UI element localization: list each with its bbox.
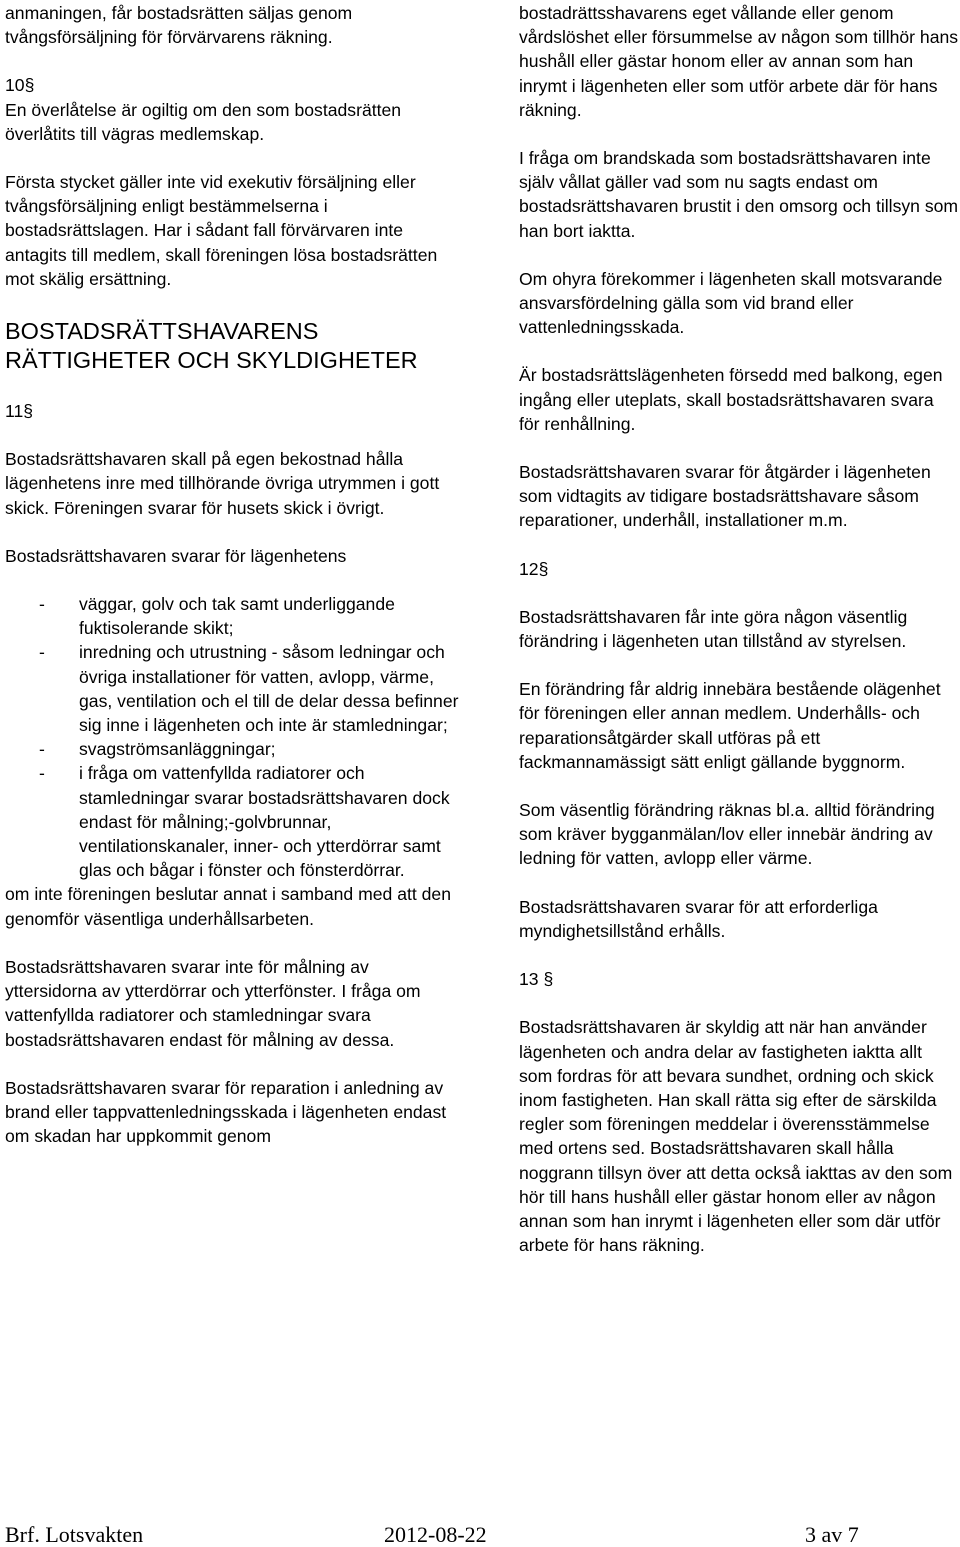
list-dash: - xyxy=(39,594,45,615)
right-column xyxy=(519,1,959,1257)
section-10-number xyxy=(5,73,460,97)
list-dash: - xyxy=(39,739,45,760)
list-item-text: i fråga om vattenfyllda radiatorer och stamledningar svarar bostadsrättshavaren dock endast för målning;-golvbrunnar, ventilationskanaler, inner- och ytterdörrar samt glas och bågar i fönster och fönsterdörrar. xyxy=(79,763,450,881)
list-item xyxy=(5,761,460,882)
section-11-paragraph-4: Bostadsrättshavaren svarar inte för målning av yttersidorna av ytterdörrar och ytterfönster. I fråga om vattenfyllda radiatorer och stamledningar svara bostadsrättshavaren endast för målning av dessa. xyxy=(5,956,421,1050)
section-11-paragraph-3: om inte föreningen beslutar annat i samband med att den genomför väsentliga underhållsarbeten. xyxy=(5,884,451,929)
footer-page-number: 3 av 7 xyxy=(805,1522,859,1547)
list-item-text: väggar, golv och tak samt underliggande fuktisolerande skikt; xyxy=(79,594,395,639)
section-12-paragraph-3: Som väsentlig förändring räknas bl.a. alltid förändring som kräver bygganmälan/lov eller innebär ändring av ledning för vatten, avlopp eller värme. xyxy=(519,800,935,869)
section-number: 10 xyxy=(5,75,25,96)
list-item xyxy=(5,737,460,761)
section-sign: § xyxy=(538,558,549,579)
section-sign: § xyxy=(24,75,35,96)
page-footer xyxy=(0,1522,960,1547)
section-11-number xyxy=(5,399,460,423)
section-sign: § xyxy=(23,401,34,422)
section-13-paragraph-1: Bostadsrättshavaren är skyldig att när han använder lägenheten och andra delar av fastigheten iaktta allt som fordras för att bevara sundhet, ordning och skick inom fastigheten. Han skall rätta sig efter de särskilda regler som föreningen meddelar i överensstämmelse med ortens sed. Bostadsrättshavaren skall hålla noggrann tillsyn över att detta också iakttas av den som hör till hans hushåll eller gästar honom eller av någon annan som han inrymt i lägenheten eller som där utför arbete för hans räkning. xyxy=(519,1017,953,1256)
section-number: 11 xyxy=(5,401,24,422)
paragraph-1: bostadrättsshavarens eget vållande eller genom vårdslöshet eller försummelse av någon som tillhör hans hushåll eller gästar honom eller av annan som han inrymt i lägenheten eller som utför arbete där för hans räkning. xyxy=(519,3,959,120)
section-number: 13 xyxy=(519,969,539,990)
paragraph-2: I fråga om brandskada som bostadsrättshavaren inte själv vållat gäller vad som nu sagts endast om bostadsrättshavaren brustit i den omsorg och tillsyn som han bort iaktta. xyxy=(519,148,959,241)
section-number: 12 xyxy=(519,558,539,579)
section-11-paragraph-1: Bostadsrättshavaren skall på egen bekostnad hålla lägenhetens inre med tillhörande övriga utrymmen i gott skick. Föreningen svarar för husets skick i övrigt. xyxy=(5,449,440,518)
paragraph-4: Är bostadsrättslägenheten försedd med balkong, egen ingång eller uteplats, skall bostadsrättshavaren svara för renhållning. xyxy=(519,365,943,434)
list-item-text: svagströmsanläggningar; xyxy=(79,739,276,760)
paragraph-3: Om ohyra förekommer i lägenheten skall motsvarande ansvarsfördelning gälla som vid brand eller vattenledningsskada. xyxy=(519,268,943,338)
section-12-paragraph-1: Bostadsrättshavaren får inte göra någon väsentlig förändring i lägenheten utan tillstånd av styrelsen. xyxy=(519,606,908,652)
section-12-number xyxy=(519,557,959,581)
section-11-paragraph-2: Bostadsrättshavaren svarar för lägenhetens xyxy=(5,545,347,566)
section-12-paragraph-2: En förändring får aldrig innebära bestående olägenhet för föreningen eller annan medlem. Underhålls- och reparationsåtgärder skall utföras på ett fackmannamässigt sätt enligt gällande byggnorm. xyxy=(519,679,941,772)
footer-date: 2012-08-22 xyxy=(384,1522,487,1547)
list-dash: - xyxy=(39,642,45,663)
responsibility-list xyxy=(5,592,460,882)
list-item xyxy=(5,592,460,640)
section-11-paragraph-5: Bostadsrättshavaren svarar för reparation i anledning av brand eller tappvattenledningsskada i lägenheten endast om skadan har uppkommit genom xyxy=(5,1077,447,1147)
section-10-paragraph-2: Första stycket gäller inte vid exekutiv försäljning eller tvångsförsäljning enligt bestämmelserna i bostadsrättslagen. Har i sådant fall förvärvaren inte antagits till medlem, skall föreningen lösa bostadsrätten mot skälig ersättning. xyxy=(5,172,438,289)
list-item-text: inredning och utrustning - såsom ledningar och övriga installationer för vatten, avlopp, värme, gas, ventilation och el till de delar dessa befinner sig inne i lägenheten och inte är stamledningar; xyxy=(79,642,459,736)
list-item xyxy=(5,640,460,737)
left-column xyxy=(5,1,460,1148)
paragraph-5: Bostadsrättshavaren svarar för åtgärder i lägenheten som vidtagits av tidigare bostadsrättshavare såsom reparationer, underhåll, installationer m.m. xyxy=(519,462,931,531)
section-sign: § xyxy=(543,969,554,990)
section-10-paragraph-1: En överlåtelse är ogiltig om den som bostadsrätten överlåtits till vägras medlemskap. xyxy=(5,99,402,144)
paragraph-intro: anmaningen, får bostadsrätten säljas genom tvångsförsäljning för förvärvarens räkning. xyxy=(5,3,353,48)
footer-organization: Brf. Lotsvakten xyxy=(5,1522,144,1547)
list-dash: - xyxy=(39,763,45,784)
section-13-number xyxy=(519,967,959,991)
section-heading: BOSTADSRÄTTSHAVARENS RÄTTIGHETER OCH SKYLDIGHETER xyxy=(5,318,418,374)
section-12-paragraph-4: Bostadsrättshavaren svarar för att erforderliga myndighetsillstånd erhålls. xyxy=(519,896,878,941)
